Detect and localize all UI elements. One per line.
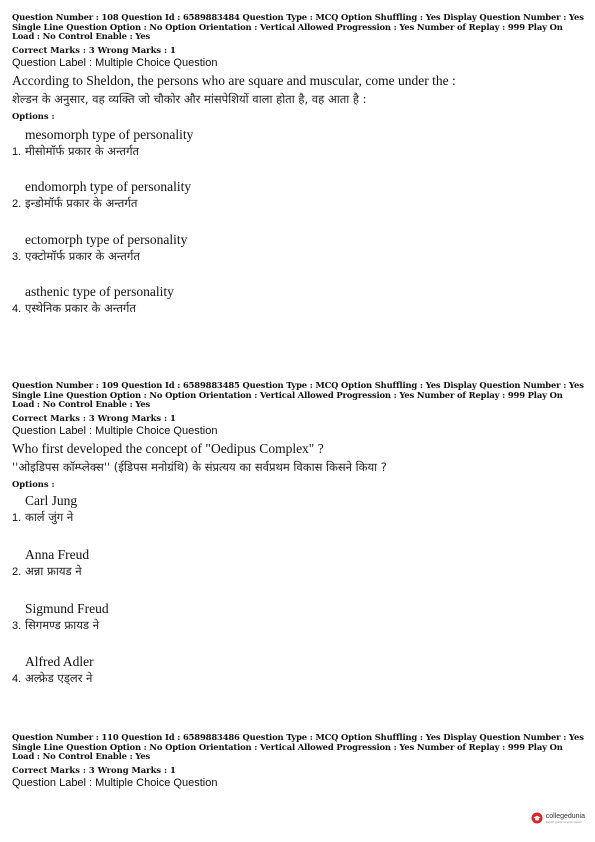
option-text-english: asthenic type of personality	[25, 283, 174, 299]
collegedunia-logo	[531, 812, 585, 824]
question-marks: Correct Marks : 3 Wrong Marks : 1	[12, 44, 176, 55]
question-text-hindi: शेल्डन के अनुसार, वह व्यक्ति जो चौकोर और मांसपेशियों वाला होता है, वह आता है :	[12, 91, 367, 106]
option-text-english: ectomorph type of personality	[25, 231, 188, 247]
option-2[interactable]	[12, 179, 587, 211]
question-meta: Question Number : 109 Question Id : 6589883485 Question Type : MCQ Option Shuffling : Yes Display Question Number : Yes Single Line Question Option : No Option Orientation : Vertical Allowed Progression : Yes Number of Replay : 999 Play On Load : No Control Enable : Yes	[12, 380, 584, 410]
option-number: 3.	[12, 619, 22, 632]
option-text-english: Sigmund Freud	[25, 600, 109, 616]
question-text-hindi: ''ओइडिपस कॉम्प्लेक्स'' (ईडिपस मनोग्रंथि) के संप्रत्यय का सर्वप्रथम विकास किसने किया ?	[12, 459, 387, 474]
option-4[interactable]	[12, 654, 587, 686]
option-number: 1.	[12, 145, 22, 158]
question-marks: Correct Marks : 3 Wrong Marks : 1	[12, 412, 176, 423]
option-number: 4.	[12, 302, 22, 315]
graduation-cap-icon	[531, 812, 543, 824]
question-meta: Question Number : 110 Question Id : 6589883486 Question Type : MCQ Option Shuffling : Yes Display Question Number : Yes Single Line Question Option : No Option Orientation : Vertical Allowed Progression : Yes Number of Replay : 999 Play On Load : No Control Enable : Yes	[12, 732, 584, 762]
question-meta: Question Number : 108 Question Id : 6589883484 Question Type : MCQ Option Shuffling : Yes Display Question Number : Yes Single Line Question Option : No Option Orientation : Vertical Allowed Progression : Yes Number of Replay : 999 Play On Load : No Control Enable : Yes	[12, 12, 584, 42]
logo-name: collegedunia	[545, 812, 585, 820]
option-text-hindi: कार्ल जुंग ने	[25, 509, 74, 524]
question-label: Question Label : Multiple Choice Question	[12, 776, 218, 789]
question-label: Question Label : Multiple Choice Question	[12, 424, 218, 437]
option-1[interactable]	[12, 127, 587, 159]
option-text-english: mesomorph type of personality	[25, 126, 194, 142]
option-number: 1.	[12, 511, 22, 524]
option-text-hindi: मीसोमॉर्फ प्रकार के अन्तर्गत	[25, 143, 140, 158]
option-text-hindi: अन्ना फ्रायड ने	[25, 563, 82, 578]
question-text-english: According to Sheldon, the persons who are square and muscular, come under the :	[12, 72, 456, 88]
option-text-english: endomorph type of personality	[25, 178, 192, 194]
question-marks: Correct Marks : 3 Wrong Marks : 1	[12, 764, 176, 775]
option-number: 3.	[12, 250, 22, 263]
option-4[interactable]	[12, 284, 587, 316]
option-1[interactable]	[12, 493, 587, 525]
option-3[interactable]	[12, 601, 587, 633]
question-block-109	[12, 381, 587, 686]
question-block-108	[12, 13, 587, 316]
options-label: Options :	[12, 110, 55, 121]
option-number: 2.	[12, 565, 22, 578]
question-text-english: Who first developed the concept of "Oedipus Complex" ?	[12, 440, 324, 456]
question-block-110	[12, 733, 587, 790]
question-label: Question Label : Multiple Choice Question	[12, 56, 218, 69]
option-text-english: Anna Freud	[25, 546, 90, 562]
option-text-english: Carl Jung	[25, 492, 78, 508]
option-text-hindi: एक्टोमॉर्फ प्रकार के अन्तर्गत	[25, 248, 140, 263]
option-text-hindi: अल्फ्रेड एड्लर ने	[25, 670, 93, 685]
option-3[interactable]	[12, 232, 587, 264]
options-label: Options :	[12, 478, 55, 489]
option-text-hindi: एस्थेनिक प्रकार के अन्तर्गत	[25, 300, 136, 315]
option-text-hindi: इन्डोमॉर्फ प्रकार के अन्तर्गत	[25, 195, 138, 210]
option-number: 2.	[12, 197, 22, 210]
option-2[interactable]	[12, 547, 587, 579]
option-text-hindi: सिगमण्ड फ्रायड ने	[25, 617, 100, 632]
option-number: 4.	[12, 672, 22, 685]
logo-tagline: Expert guide to your career	[545, 819, 582, 824]
option-text-english: Alfred Adler	[25, 653, 94, 669]
